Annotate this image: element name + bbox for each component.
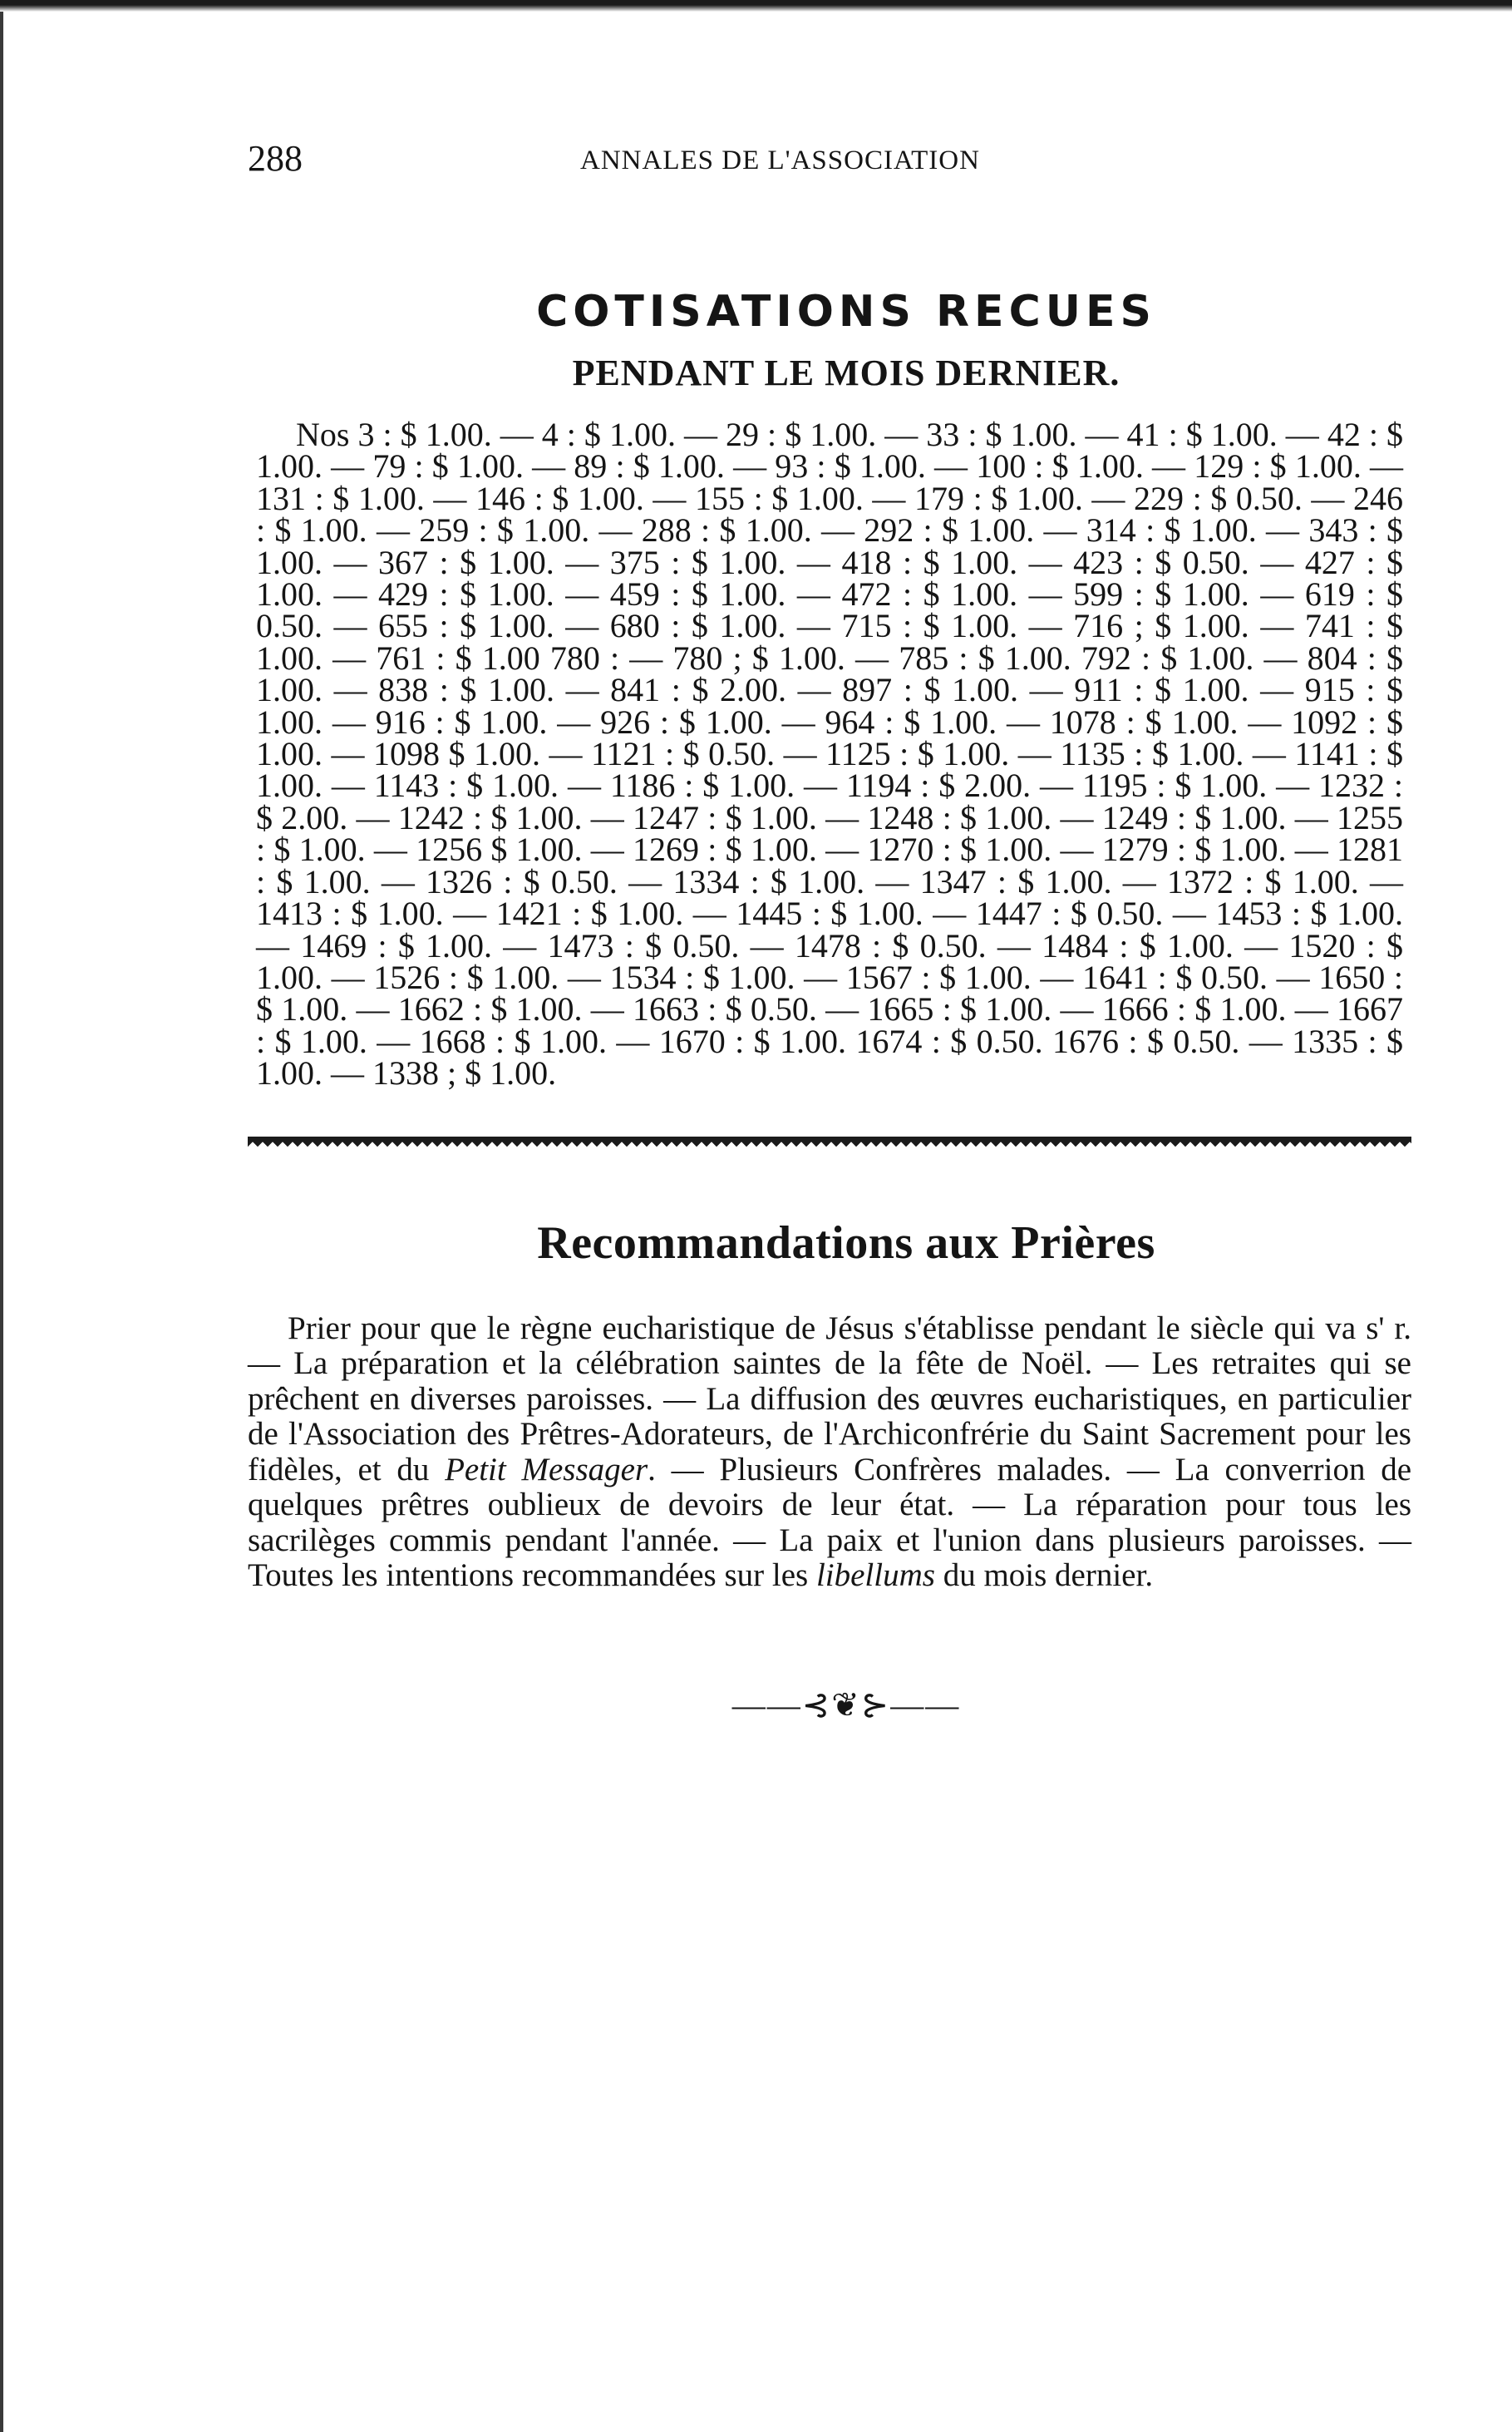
cotisations-subtitle: PENDANT LE MOIS DERNIER. [572, 353, 1120, 393]
running-title: ANNALES DE L'ASSOCIATION [580, 146, 980, 175]
tail-ornament: ——⊰❦⊱—— [731, 1685, 961, 1724]
page [248, 137, 1411, 1724]
libellums-word: libellums [815, 1557, 935, 1594]
prayers-paragraph [248, 1311, 1411, 1594]
prayers-text-part-2: . — Plusieurs Confrères malades. — La converrion de quelques prêtres oublieux de devoirs de leur état. — La réparation pour tous les sacrilèges commis pendant l'année. — La paix et l'union dans plusieurs paroisses. — Toutes les intentions recommandées sur les [248, 1451, 1412, 1594]
prayers-text-part-3: du mois dernier. [934, 1557, 1154, 1594]
scan-left-edge [0, 12, 3, 2432]
page-number: 288 [248, 138, 303, 179]
decorative-rule [248, 1137, 1411, 1147]
running-head [248, 137, 1411, 187]
cotisations-title: COTISATIONS RECUES [536, 287, 1156, 337]
petit-messager-title: Petit Messager [445, 1451, 648, 1487]
scan-top-edge [0, 0, 1512, 12]
prayers-text-part-1: Prier pour que le règne eucharistique de Jésus s'établisse pendant le siècle qui va s' r. — La préparation et la célébration saintes de la fête de Noël. — Les retraites qui se prêchent en diverses paroisses. — La diffusion des œuvres eucharistiques, en particulier de l'Association des Prêtres-Adorateurs, de l'Archiconfrérie du Saint Sacrement pour les fidèles, et du [248, 1310, 1411, 1487]
cotisations-list: Nos 3 : $ 1.00. — 4 : $ 1.00. — 29 : $ 1.00. — 33 : $ 1.00. — 41 : $ 1.00. — 42 : $ 1.00. — 79 : $ 1.00. — 89 : $ 1.00. — 93 : $ 1.00. — 100 : $ 1.00. — 129 : $ 1.00. — 131 : $ 1.00. — 146 : $ 1.00. — 155 : $ 1.00. — 179 : $ 1.00. — 229 : $ 0.50. — 246 : $ 1.00. — 259 : $ 1.00. — 288 : $ 1.00. — 292 : $ 1.00. — 314 : $ 1.00. — 343 : $ 1.00. — 367 : $ 1.00. — 375 : $ 1.00. — 418 : $ 1.00. — 423 : $ 0.50. — 427 : $ 1.00. — 429 : $ 1.00. — 459 : $ 1.00. — 472 : $ 1.00. — 599 : $ 1.00. — 619 : $ 0.50. — 655 : $ 1.00. — 680 : $ 1.00. — 715 : $ 1.00. — 716 ; $ 1.00. — 741 : $ 1.00. — 761 : $ 1.00 780 : — 780 ; $ 1.00. — 785 : $ 1.00. 792 : $ 1.00. — 804 : $ 1.00. — 838 : $ 1.00. — 841 : $ 2.00. — 897 : $ 1.00. — 911 : $ 1.00. — 915 : $ 1.00. — 916 : $ 1.00. — 926 : $ 1.00. — 964 : $ 1.00. — 1078 : $ 1.00. — 1092 : $ 1.00. — 1098 $ 1.00. — 1121 : $ 0.50. — 1125 : $ 1.00. — 1135 : $ 1.00. — 1141 : $ 1.00. — 1143 : $ 1.00. — 1186 : $ 1.00. — 1194 : $ 2.00. — 1195 : $ 1.00. — 1232 : $ 2.00. — 1242 : $ 1.00. — 1247 : $ 1.00. — 1248 : $ 1.00. — 1249 : $ 1.00. — 1255 : $ 1.00. — 1256 $ 1.00. — 1269 : $ 1.00. — 1270 : $ 1.00. — 1279 : $ 1.00. — 1281 : $ 1.00. — 1326 : $ 0.50. — 1334 : $ 1.00. — 1347 : $ 1.00. — 1372 : $ 1.00. — 1413 : $ 1.00. — 1421 : $ 1.00. — 1445 : $ 1.00. — 1447 : $ 0.50. — 1453 : $ 1.00. — 1469 : $ 1.00. — 1473 : $ 0.50. — 1478 : $ 0.50. — 1484 : $ 1.00. — 1520 : $ 1.00. — 1526 : $ 1.00. — 1534 : $ 1.00. — 1567 : $ 1.00. — 1641 : $ 0.50. — 1650 : $ 1.00. — 1662 : $ 1.00. — 1663 : $ 0.50. — 1665 : $ 1.00. — 1666 : $ 1.00. — 1667 : $ 1.00. — 1668 : $ 1.00. — 1670 : $ 1.00. 1674 : $ 0.50. 1676 : $ 0.50. — 1335 : $ 1.00. — 1338 ; $ 1.00. [256, 416, 1403, 1093]
prayers-title: Recommandations aux Prières [537, 1216, 1155, 1269]
